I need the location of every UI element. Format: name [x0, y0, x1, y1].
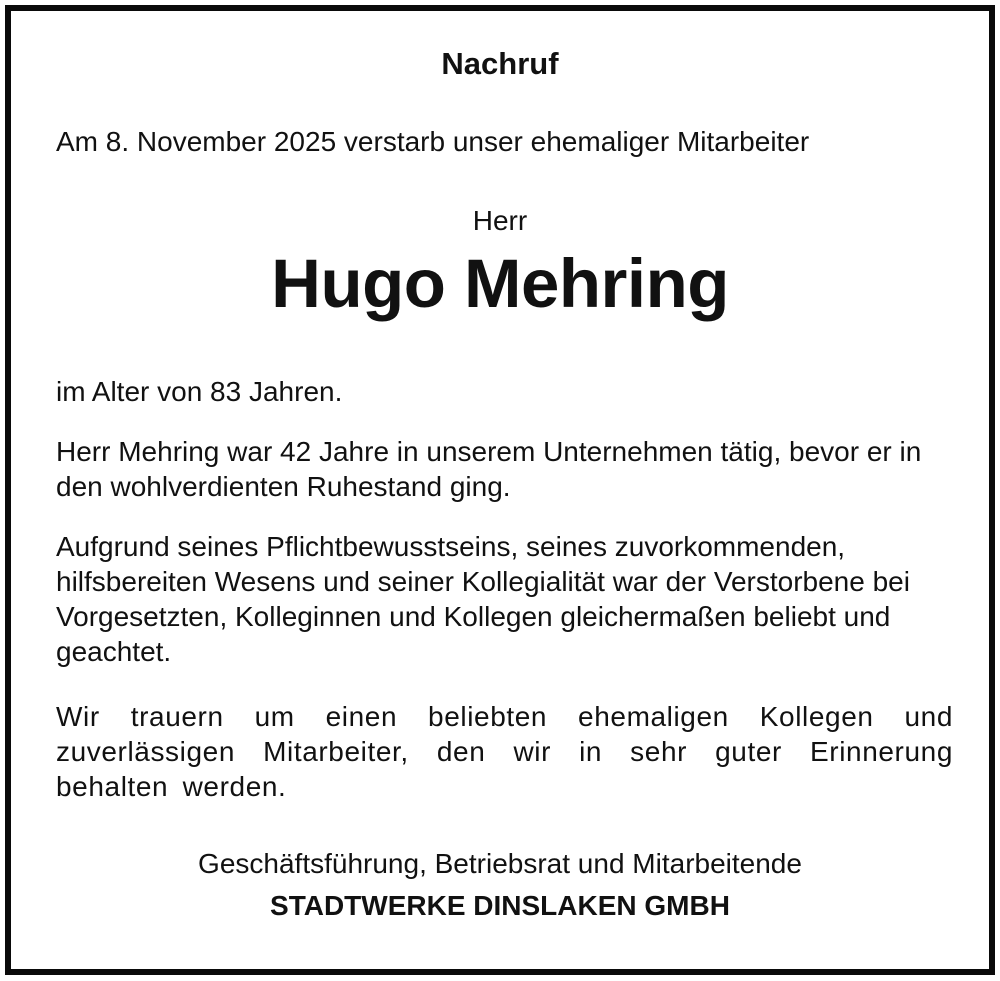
company-name: STADTWERKE DINSLAKEN GMBH	[270, 890, 730, 921]
mourning-paragraph: Wir trauern um einen beliebten ehemaligen Kollegen und zuverlässigen Mitarbeiter, den wir in sehr guter Erinnerung behalten werden.	[56, 701, 953, 802]
notice-title: Nachruf	[441, 46, 559, 81]
service-paragraph: Herr Mehring war 42 Jahre in unserem Unternehmen tätig, bevor er in den wohlverdienten Ruhestand ging.	[56, 436, 922, 502]
intro-text: Am 8. November 2025 verstarb unser ehemaliger Mitarbeiter	[56, 126, 810, 157]
deceased-name: Hugo Mehring	[271, 245, 729, 322]
salutation: Herr	[472, 205, 528, 236]
age-paragraph: im Alter von 83 Jahren.	[56, 376, 343, 407]
character-paragraph: Aufgrund seines Pflichtbewusstseins, seines zuvorkommenden, hilfsbereiten Wesens und seiner Kollegialität war der Verstorbene bei Vorgesetzten, Kolleginnen und Kollegen gleichermaßen beliebt und geachtet.	[56, 531, 910, 667]
signature-line: Geschäftsführung, Betriebsrat und Mitarbeitende	[198, 848, 802, 879]
